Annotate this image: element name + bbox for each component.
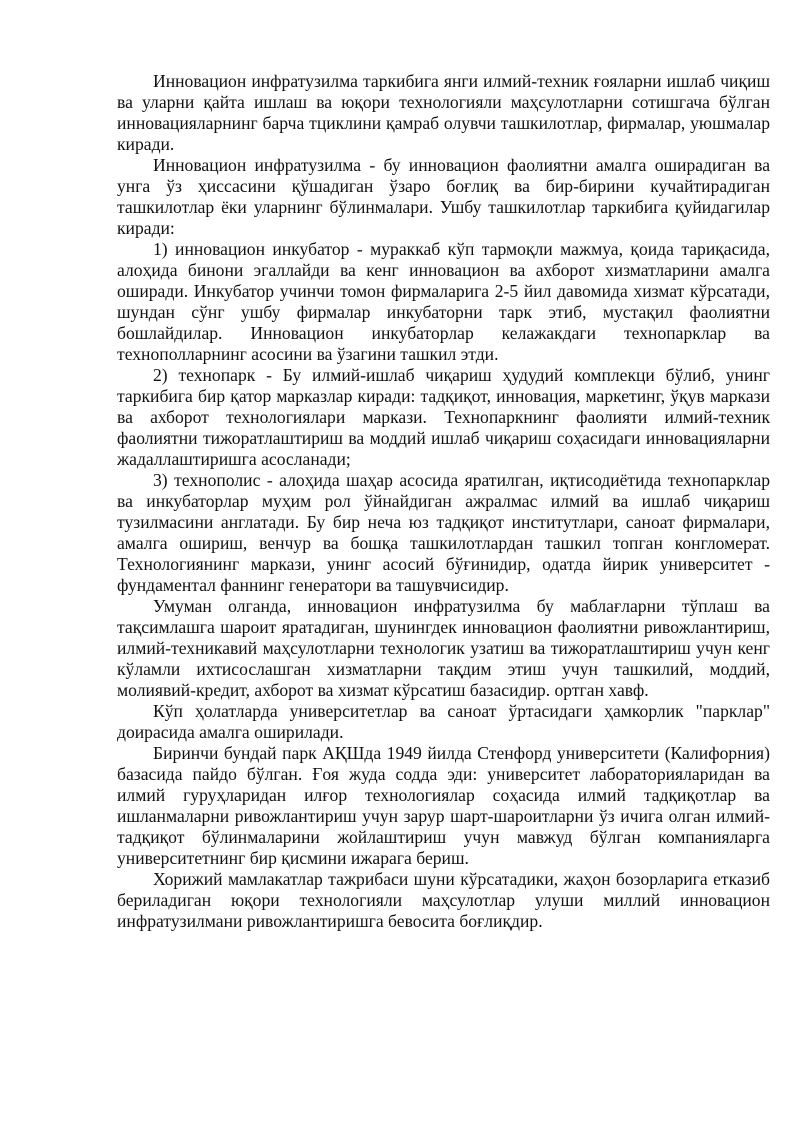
paragraph-8: Биринчи бундай парк АҚШда 1949 йилда Стенфорд университети (Калифорния) базасида пайдо бўлган. Ғоя жуда содда эди: университет лабораторияларидан ва илмий гуруҳларидан илғор технологиялар соҳасида илмий тадқиқотлар ва ишланмаларни ривожлантириш учун зарур шарт-шароитларни ўз ичига олган илмий-тадқиқот бўлинмаларини жойлаштириш учун мавжуд бўлган компанияларга университетнинг бир қисмини ижарага бериш. — [117, 743, 770, 868]
paragraph-3: 1) инновацион инкубатор - мураккаб кўп тармоқли мажмуа, қоида тариқасида, алоҳида бинони эгаллайди ва кенг инновацион ва ахборот хизматларини амалга оширади. Инкубатор учинчи томон фирмаларига 2-5 йил давомида хизмат кўрсатади, шундан сўнг ушбу фирмалар инкубаторни тарк этиб, мустақил фаолиятни бошлайдилар. Инновацион инкубаторлар келажакдаги технопарклар ва технополларнинг асосини ва ўзагини ташкил этди. — [117, 239, 770, 364]
paragraph-1: Инновацион инфратузилма таркибига янги илмий-техник ғояларни ишлаб чиқиш ва уларни қайта ишлаш ва юқори технологияли маҳсулотларни сотишгача бўлган инновацияларнинг барча тциклини қамраб олувчи ташкилотлар, фирмалар, уюшмалар киради. — [117, 71, 770, 154]
document-body — [117, 71, 770, 932]
paragraph-4: 2) технопарк - Бу илмий-ишлаб чиқариш ҳудудий комплекци бўлиб, унинг таркибига бир қатор марказлар киради: тадқиқот, инновация, маркетинг, ўқув маркази ва ахборот технологиялари маркази. Технопаркнинг фаолияти илмий-техник фаолиятни тижоратлаштириш ва моддий ишлаб чиқариш соҳасидаги инновацияларни жадаллаштиришга асосланади; — [117, 365, 770, 469]
paragraph-5: 3) технополис - алоҳида шаҳар асосида яратилган, иқтисодиётида технопарклар ва инкубаторлар муҳим рол ўйнайдиган ажралмас илмий ва ишлаб чиқариш тузилмасини англатади. Бу бир неча юз тадқиқот институтлари, саноат фирмалари, амалга ошириш, венчур ва бошқа ташкилотлардан ташкил топган конгломерат. Технологиянинг маркази, унинг асосий бўғинидир, одатда йирик университет - фундаментал фаннинг генератори ва ташувчисидир. — [117, 470, 770, 595]
paragraph-2: Инновацион инфратузилма - бу инновацион фаолиятни амалга оширадиган ва унга ўз ҳиссасини қўшадиган ўзаро боғлиқ ва бир-бирини кучайтирадиган ташкилотлар ёки уларнинг бўлинмалари. Ушбу ташкилотлар таркибига қуйидагилар киради: — [117, 155, 770, 238]
paragraph-6: Умуман олганда, инновацион инфратузилма бу маблағларни тўплаш ва тақсимлашга шароит яратадиган, шунингдек инновацион фаолиятни ривожлантириш, илмий-техникавий маҳсулотларни технологик узатиш ва тижоратлаштириш учун кенг кўламли ихтисослашган хизматларни тақдим этиш учун ташкилий, моддий, молиявий-кредит, ахборот ва хизмат кўрсатиш базасидир. ортган хавф. — [117, 596, 770, 700]
paragraph-7: Кўп ҳолатларда университетлар ва саноат ўртасидаги ҳамкорлик "парклар" доирасида амалга оширилади. — [117, 701, 770, 742]
paragraph-9: Хорижий мамлакатлар тажрибаси шуни кўрсатадики, жаҳон бозорларига етказиб бериладиган юқори технологияли маҳсулотлар улуши миллий инновацион инфратузилмани ривожлантиришга бевосита боғлиқдир. — [117, 869, 770, 931]
